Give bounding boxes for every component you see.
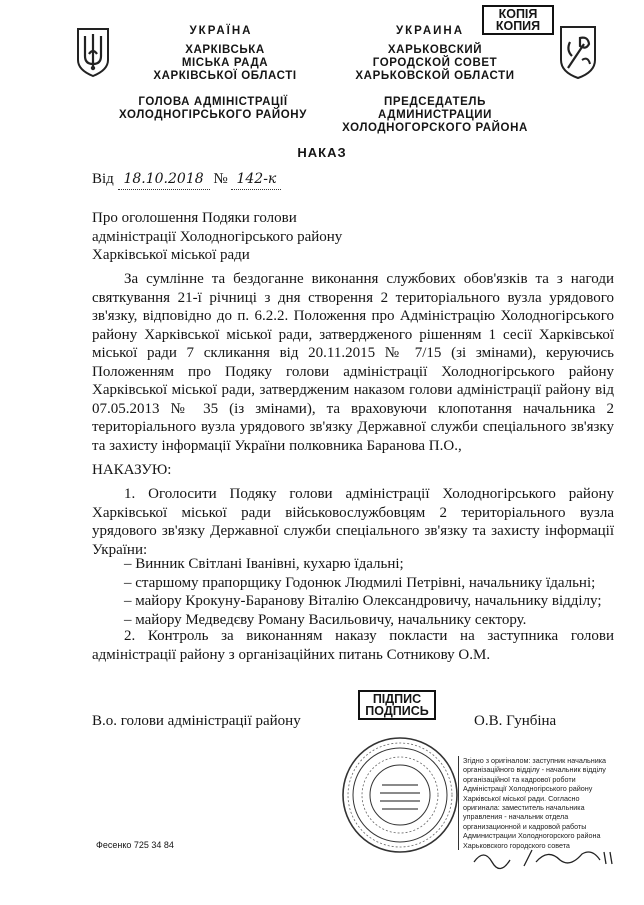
date-value: 18.10.2018: [118, 170, 210, 190]
subject: [92, 209, 342, 265]
header-left-position-2: ХОЛОДНОГІРСЬКОГО РАЙОНУ: [119, 109, 307, 121]
subject-line-2: адміністрації Холодногірського району: [92, 228, 343, 245]
header-right-council-1: ХАРЬКОВСКИЙ: [387, 44, 483, 56]
kharkiv-emblem: [558, 24, 598, 80]
number-value: 142-к: [231, 170, 281, 190]
header-right-council-3: ХАРЬКОВСКОЙ ОБЛАСТИ: [355, 70, 515, 82]
copy-stamp-line-2: КОПИЯ: [495, 19, 541, 33]
header-right-position-1: ПРЕДСЕДАТЕЛЬ АДМИНИСТРАЦИИ: [377, 96, 493, 121]
certification-text: Згідно з оригіналом: заступник начальника організаційного відділу - начальник відділу організаційної та кадрової роботи Адміністрації Холодногірського району Харківської міської ради. Согласно оригинала: заместитель начальника управления - начальник отдела организационной и кадровой работы Администрации Холодногорского района Харьковского городского совета: [463, 756, 607, 850]
header-right-council-2: ГОРОДСКОЙ СОВЕТ: [372, 57, 498, 69]
header-left-position-1: ГОЛОВА АДМІНІСТРАЦІЇ: [138, 96, 288, 108]
order-item-1: 1. Оголосити Подяку голови адміністрації Холодногірського району Харківської міської ради військовослужбовцям 2 територіального вузла урядового зв'язку Державної служби спеціального зв'язку та захисту інформації України:: [92, 486, 614, 558]
header-left-country: УКРАЇНА: [189, 25, 253, 37]
order-item-2: 2. Контроль за виконанням наказу покласти на заступника голови адміністрації району з організаційних питань Сотникову О.М.: [92, 628, 614, 663]
signer-position: В.о. голови адміністрації району: [92, 713, 301, 729]
recipients-list: [124, 555, 602, 629]
copy-stamp: [482, 5, 554, 35]
round-seal: [340, 735, 460, 855]
subject-line-1: Про оголошення Подяки голови: [92, 210, 297, 226]
header-left-council-1: ХАРКІВСЬКА: [185, 44, 265, 56]
signer-name: О.В. Гунбіна: [474, 713, 557, 729]
list-item: – старшому прапорщику Годонюк Людмилі Петрівні, начальнику їдальні;: [124, 574, 596, 591]
signature-stamp: [358, 690, 436, 720]
list-item: – майору Медведєву Роману Васильовичу, начальнику сектору.: [124, 611, 527, 628]
executor-line: Фесенко 725 34 84: [96, 840, 174, 850]
header-right-position-2: ХОЛОДНОГОРСКОГО РАЙОНА: [342, 122, 528, 134]
number-label: №: [213, 171, 228, 187]
date-prefix: Від: [92, 171, 114, 187]
header-right: [330, 25, 540, 135]
signature-stamp-line-2: ПОДПИСЬ: [365, 704, 429, 718]
copy-stamp-line-1: КОПІЯ: [498, 7, 538, 21]
header-left: [119, 25, 320, 122]
signature-stamp-line-1: ПІДПИС: [372, 692, 422, 706]
list-item: – майору Крокуну-Баранову Віталію Олександровичу, начальнику відділу;: [124, 593, 602, 609]
certification-block: [458, 756, 613, 850]
preamble-paragraph: За сумлінне та бездоганне виконання службових обов'язків та з нагоди святкування 21-ї річниці з дня створення 2 територіального вузла урядового зв'язку, відповідно до п. 6.2.2. Положення про Адміністрацію Холодногірського району Харківської міської ради, затвердженого рішенням 1 сесії Харківської міської ради 7 скликання від 20.11.2015 № 7/15 (зі змінами), керуючись Положенням про Подяку голови адміністрації Холодногірського району Харківської міської ради, затвердженим наказом голови адміністрації району від 07.05.2013 № 35 (із змінами), та враховуючи клопотання начальника 2 територіального вузла урядового зв'язку Державної служби спеціального зв'язку та захисту інформації України полковника Баранова П.О.,: [92, 271, 614, 454]
header-right-country: УКРАИНА: [395, 25, 464, 37]
subject-line-3: Харківської міської ради: [92, 247, 250, 263]
order-word: НАКАЗУЮ:: [92, 462, 172, 478]
trident-emblem: [75, 26, 111, 78]
list-item: – Винник Світлані Іванівні, кухарю їдальні;: [124, 556, 404, 572]
header-left-council-2: МІСЬКА РАДА: [181, 57, 269, 69]
header-left-council-3: ХАРКІВСЬКОЇ ОБЛАСТІ: [153, 70, 297, 82]
handwritten-signature: [470, 842, 620, 872]
document-title: НАКАЗ: [297, 145, 347, 160]
date-line: [92, 170, 281, 190]
